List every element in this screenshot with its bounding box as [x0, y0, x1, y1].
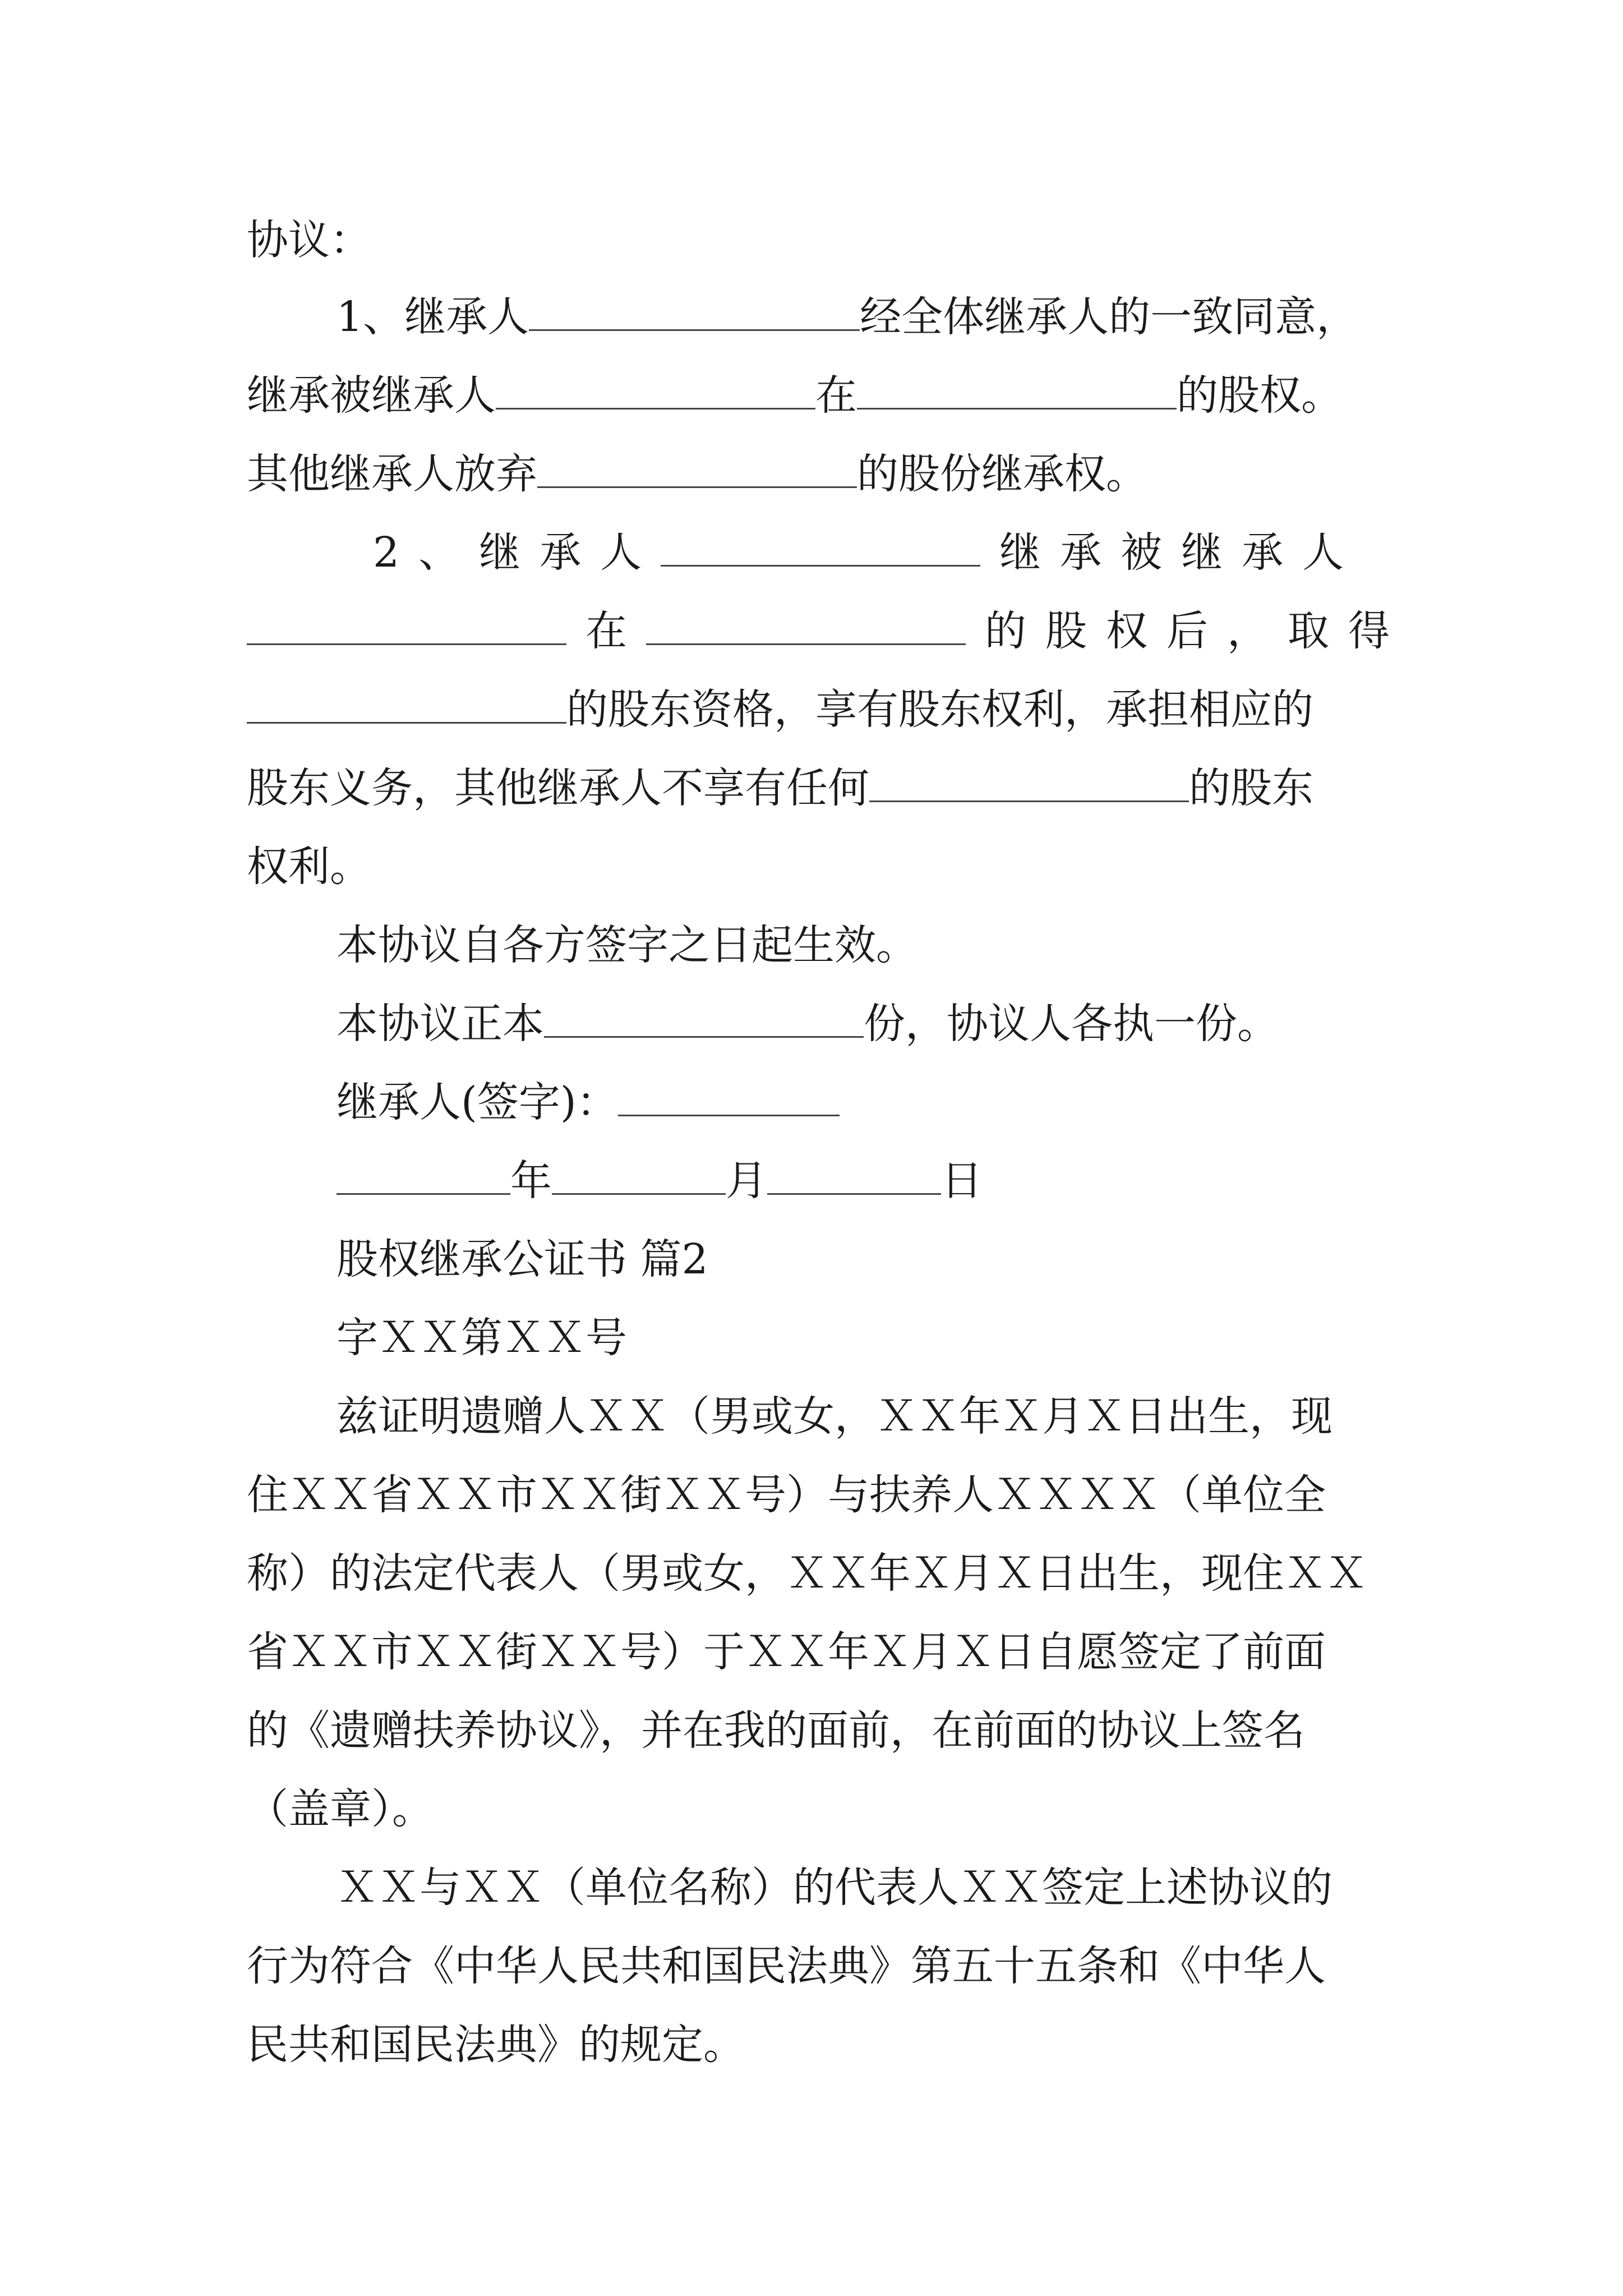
text: 继承被继承人	[999, 528, 1363, 577]
text: 经全体继承人的一致同意，	[860, 293, 1358, 341]
text: 协议：	[247, 216, 371, 264]
fill-blank	[496, 373, 815, 409]
paragraph-line	[336, 917, 1503, 973]
text: 权利。	[247, 843, 371, 891]
paragraph-line	[336, 1860, 1503, 1916]
clause-2-line-1	[373, 524, 1539, 581]
text: 本协议正本	[336, 1000, 544, 1048]
text: 兹证明遗赠人ＸＸ（男或女，ＸＸ年Ｘ月Ｘ日出生，现	[336, 1392, 1332, 1441]
text: 股权继承公证书 篇2	[336, 1235, 708, 1283]
paragraph-line	[247, 1938, 1413, 1994]
text: 日	[941, 1157, 983, 1205]
text: （盖章）。	[247, 1785, 434, 1833]
text: 股东义务，其他继承人不享有任何	[247, 764, 869, 812]
paragraph-line	[247, 1467, 1413, 1523]
paragraph-line	[247, 212, 1413, 268]
text: 的《遗赠扶养协议》，并在我的面前，在前面的协议上签名	[247, 1706, 1305, 1755]
text: 年	[510, 1157, 552, 1205]
fill-blank	[247, 687, 566, 724]
fill-blank	[869, 766, 1189, 802]
paragraph-line	[336, 1310, 1503, 1366]
clause-1-line-3	[247, 446, 1413, 502]
text: 继承被继承人	[247, 371, 496, 420]
text: 1、继承人	[336, 293, 529, 341]
text: 的股权。	[1177, 371, 1343, 420]
text: 行为符合《中华人民共和国民法典》第五十五条和《中华人	[247, 1942, 1326, 1990]
text: 份，协议人各执一份。	[864, 1000, 1279, 1048]
fill-blank	[857, 373, 1177, 409]
text: 省ＸＸ市ＸＸ街ＸＸ号）于ＸＸ年Ｘ月Ｘ日自愿签定了前面	[247, 1628, 1326, 1676]
paragraph-line	[247, 2017, 1413, 2073]
text: 民共和国民法典》的规定。	[247, 2021, 745, 2069]
paragraph-line	[247, 839, 1413, 895]
fill-blank	[529, 295, 860, 331]
paragraph-line	[247, 1624, 1413, 1680]
section-heading	[336, 1231, 1503, 1287]
paragraph-line	[336, 1388, 1503, 1444]
fill-blank	[646, 609, 966, 645]
paragraph-line	[247, 1781, 1413, 1837]
text: 本协议自各方签字之日起生效。	[336, 921, 917, 969]
text: 月	[726, 1157, 767, 1205]
text: 住ＸＸ省ＸＸ市ＸＸ街ＸＸ号）与扶养人ＸＸＸＸ（单位全	[247, 1471, 1326, 1519]
text: 称）的法定代表人（男或女，ＸＸ年Ｘ月Ｘ日出生，现住ＸＸ	[247, 1549, 1367, 1598]
text: 的股东资格，享有股东权利，承担相应的	[566, 685, 1313, 734]
date-line	[336, 1153, 1503, 1209]
clause-1-line-2	[247, 367, 1413, 424]
fill-blank	[661, 530, 980, 567]
text: 继承人(签字)：	[336, 1078, 618, 1126]
text: 2、继承人	[373, 528, 661, 577]
text: ＸＸ与ＸＸ（单位名称）的代表人ＸＸ签定上述协议的	[336, 1864, 1332, 1912]
fill-blank	[537, 452, 857, 488]
paragraph-line	[336, 996, 1503, 1052]
signature-blank	[618, 1080, 840, 1116]
text: 在	[815, 371, 857, 420]
clause-2-line-4	[247, 760, 1413, 816]
paragraph-line	[247, 1545, 1413, 1602]
text: 在	[585, 607, 646, 655]
clause-2-line-2	[247, 603, 1413, 659]
text: 的股份继承权。	[857, 450, 1147, 498]
clause-1-line-1	[336, 289, 1503, 345]
text: 的股东	[1189, 764, 1313, 812]
paragraph-line	[247, 1703, 1413, 1759]
year-blank	[336, 1158, 510, 1195]
fill-blank	[544, 1001, 864, 1038]
month-blank	[552, 1158, 726, 1195]
fill-blank	[247, 609, 566, 645]
text: 其他继承人放弃	[247, 450, 537, 498]
clause-2-line-3	[247, 682, 1413, 738]
day-blank	[767, 1158, 941, 1195]
signature-line	[336, 1074, 1503, 1130]
text: 的股权后，取得	[985, 607, 1409, 655]
text: 字ＸＸ第ＸＸ号	[336, 1314, 627, 1362]
